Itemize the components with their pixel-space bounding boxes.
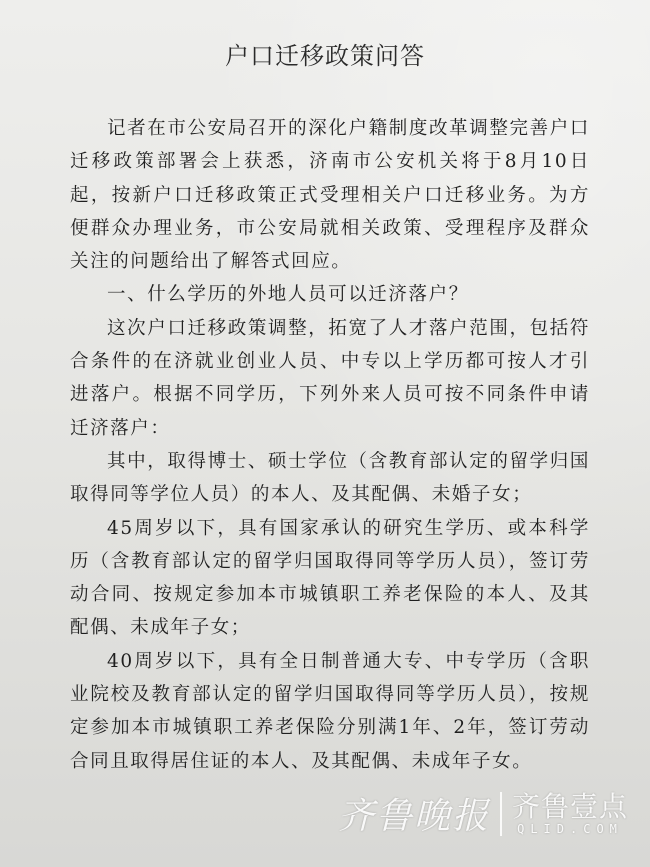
- watermark-domain: QLID.COM: [517, 821, 623, 836]
- doctorate-paragraph: 其中，取得博士、硕士学位（含教育部认定的留学归国取得同等学位人员）的本人、及其配偶、未婚子女；: [70, 450, 590, 506]
- section-heading: 一、什么学历的外地人员可以迁济落户？: [107, 284, 469, 306]
- watermark-divider: [500, 792, 502, 836]
- page-title: 户口迁移政策问答: [225, 42, 425, 70]
- intro-paragraph: 记者在市公安局召开的深化户籍制度改革调整完善户口迁移政策部署会上获悉，济南市公安机关将于8月10日起，按新户口迁移政策正式受理相关户口迁移业务。为方便群众办理业务，市公安局就相关政策、受理程序及群众关注的问题给出了解答式回应。: [70, 118, 590, 273]
- document-body: [70, 112, 590, 778]
- watermark-brand-block: [511, 789, 628, 836]
- policy-paragraph: 这次户口迁移政策调整，拓宽了人才落户范围，包括符合条件的在济就业创业人员、中专以上学历都可按人才引进落户。根据不同学历，下列外来人员可按不同条件申请迁济落户：: [70, 317, 590, 439]
- college-paragraph: 40周岁以下，具有全日制普通大专、中专学历（含职业院校及教育部认定的留学归国取得同等学历人员），按规定参加本市城镇职工养老保险分别满1年、2年，签订劳动合同且取得居住证的本人、及其配偶、未成年子女。: [70, 650, 590, 772]
- watermark-newspaper-name: 齐鲁晚报: [337, 796, 490, 837]
- watermark-logo: [338, 788, 628, 839]
- watermark-brand: 齐鲁壹点: [511, 789, 628, 823]
- graduate-paragraph: 45周岁以下，具有国家承认的研究生学历、或本科学历（含教育部认定的留学归国取得同等学历人员），签订劳动合同、按规定参加本市城镇职工养老保险的本人、及其配偶、未成年子女；: [70, 517, 590, 639]
